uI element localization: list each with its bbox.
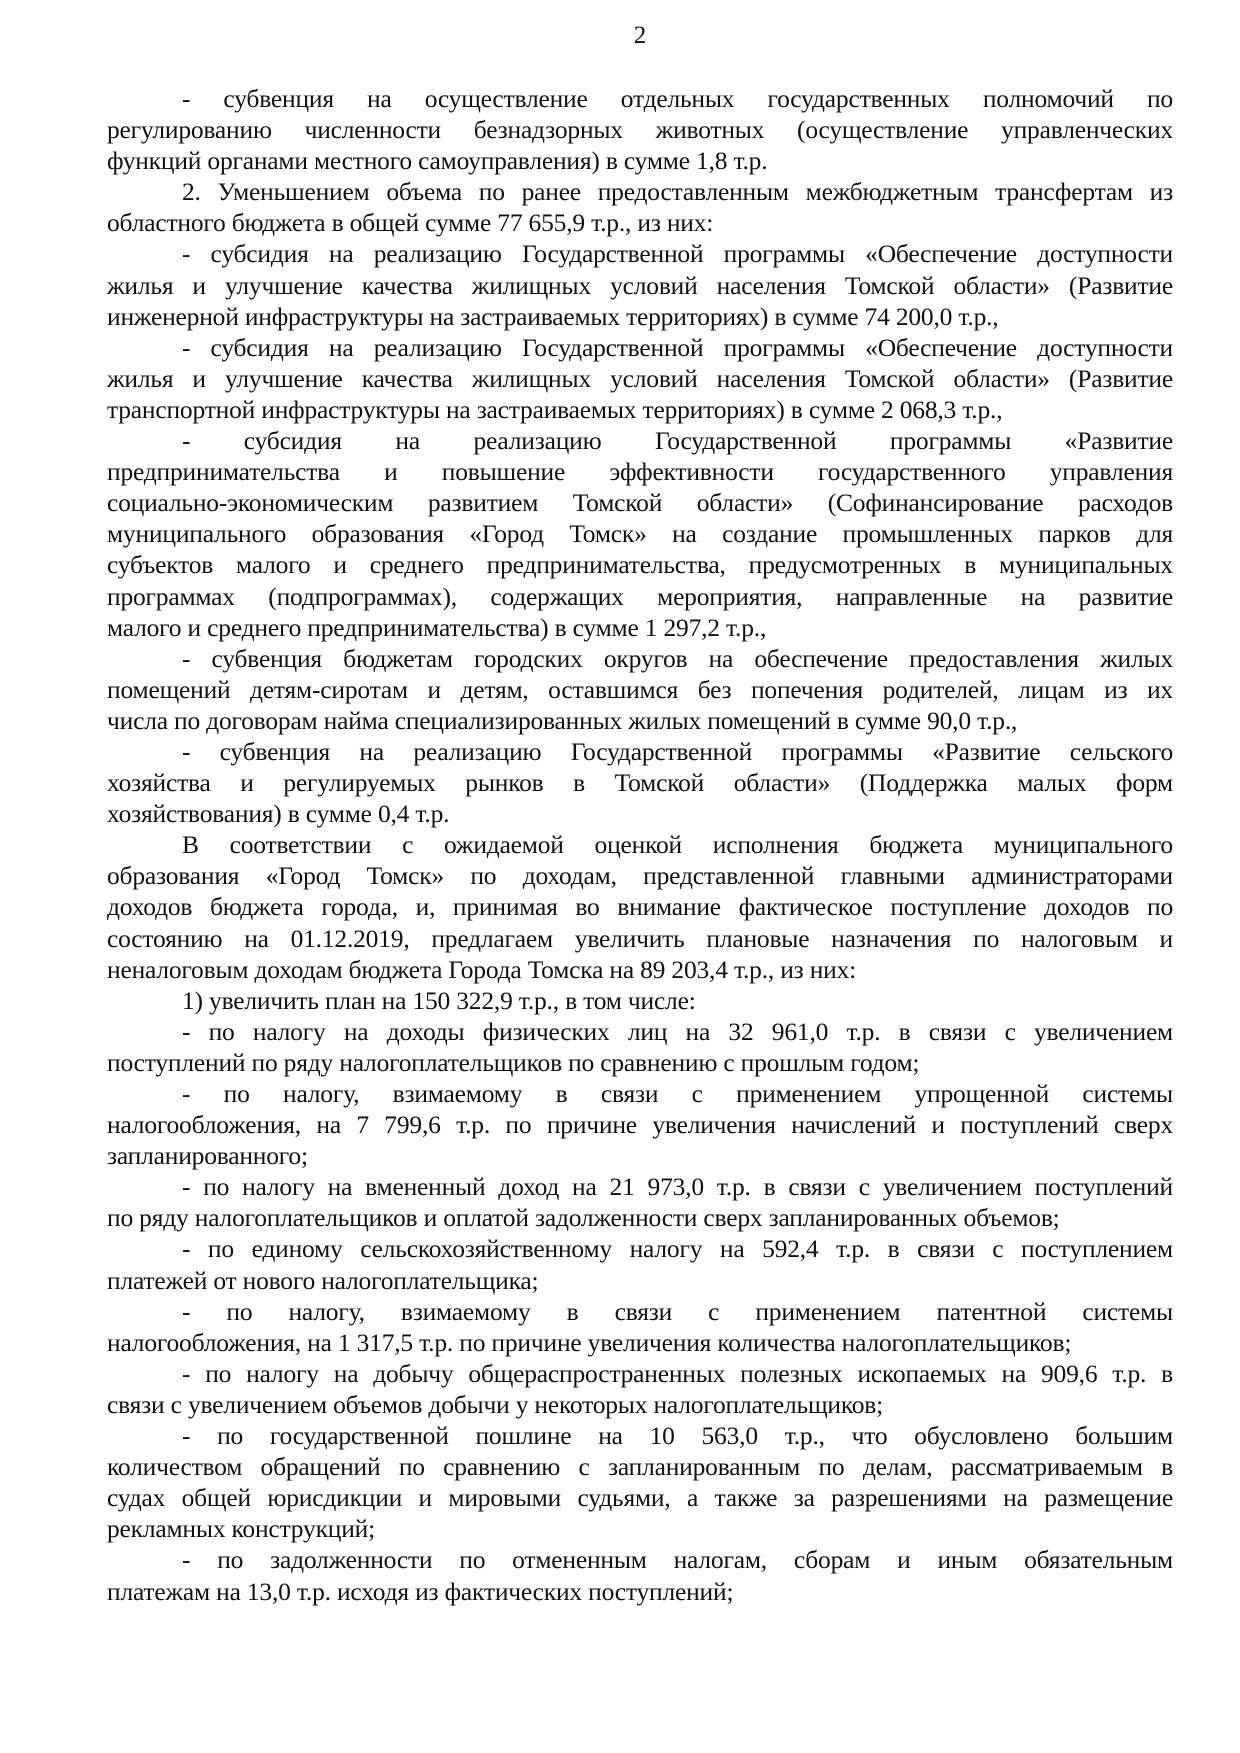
text-line: помещений детям-сиротам и детям, оставшимся без попечения родителей, лицам из их: [107, 674, 1173, 704]
text-line: судах общей юрисдикции и мировыми судьями, а также за разрешениями на размещение: [107, 1483, 1173, 1513]
text-line: числа по договорам найма специализированных жилых помещений в сумме 90,0 т.р.,: [107, 705, 1018, 735]
text-line: доходов бюджета города, и, принимая во внимание фактическое поступление доходов по: [107, 892, 1173, 922]
text-line: налогообложения, на 7 799,6 т.р. по причине увеличения начислений и поступлений сверх: [107, 1110, 1173, 1140]
text-line: хозяйствования) в сумме 0,4 т.р.: [107, 799, 450, 829]
paragraph: [107, 985, 1173, 1016]
text-line: - субвенция на осуществление отдельных государственных полномочий по: [182, 84, 1173, 113]
text-line: - по задолженности по отмененным налогам, сборам и иным обязательным: [182, 1545, 1173, 1575]
paragraph: [107, 643, 1173, 736]
text-line: платежам на 13,0 т.р. исходя из фактических поступлений;: [107, 1576, 734, 1606]
text-line: - субсидия на реализацию Государственной программы «Обеспечение доступности: [182, 239, 1173, 269]
paragraph: [107, 829, 1173, 984]
paragraph: [107, 1171, 1173, 1233]
text-line: рекламных конструкций;: [107, 1514, 375, 1544]
text-line: неналоговым доходам бюджета Города Томска на 89 203,4 т.р., из них:: [107, 954, 857, 984]
paragraph: [107, 1544, 1173, 1606]
text-line: 2. Уменьшением объема по ранее предоставленным межбюджетным трансфертам из: [182, 177, 1173, 207]
text-line: субъектов малого и среднего предпринимательства, предусмотренных в муниципальных: [107, 550, 1173, 580]
text-line: по ряду налогоплательщиков и оплатой задолженности сверх запланированных объемов;: [107, 1203, 1060, 1233]
text-line: - по налогу на вмененный доход на 21 973,0 т.р. в связи с увеличением поступлений: [182, 1172, 1173, 1202]
text-line: связи с увеличением объемов добычи у некоторых налогоплательщиков;: [107, 1389, 884, 1419]
paragraph: [107, 1078, 1173, 1171]
text-line: - субсидия на реализацию Государственной программы «Обеспечение доступности: [182, 332, 1173, 362]
text-line: - по налогу на доходы физических лиц на 32 961,0 т.р. в связи с увеличением: [182, 1016, 1173, 1046]
text-line: областного бюджета в общей сумме 77 655,9 т.р., из них:: [107, 208, 714, 238]
text-line: муниципального образования «Город Томск» на создание промышленных парков для: [107, 519, 1173, 549]
paragraph: [107, 1358, 1173, 1420]
text-line: - по единому сельскохозяйственному налогу на 592,4 т.р. в связи с поступлением: [182, 1234, 1173, 1264]
text-line: предпринимательства и повышение эффективности государственного управления: [107, 457, 1173, 487]
text-line: В соответствии с ожидаемой оценкой исполнения бюджета муниципального: [182, 830, 1173, 860]
text-line: - субвенция на реализацию Государственной программы «Развитие сельского: [182, 736, 1173, 766]
text-line: 1) увеличить план на 150 322,9 т.р., в том числе:: [182, 985, 696, 1015]
text-line: малого и среднего предпринимательства) в сумме 1 297,2 т.р.,: [107, 612, 767, 642]
text-line: регулированию численности безнадзорных животных (осуществление управленческих: [107, 115, 1173, 145]
text-line: поступлений по ряду налогоплательщиков по сравнению с прошлым годом;: [107, 1047, 920, 1077]
text-line: - по государственной пошлине на 10 563,0 т.р., что обусловлено большим: [182, 1421, 1173, 1451]
document-body: [107, 83, 1173, 1607]
text-line: инженерной инфраструктуры на застраиваемых территориях) в сумме 74 200,0 т.р.,: [107, 301, 999, 331]
text-line: транспортной инфраструктуры на застраиваемых территориях) в сумме 2 068,3 т.р.,: [107, 394, 1003, 424]
text-line: платежей от нового налогоплательщика;: [107, 1265, 539, 1295]
paragraph: [107, 83, 1173, 176]
text-line: образования «Город Томск» по доходам, представленной главными администраторами: [107, 861, 1173, 891]
text-line: - по налогу, взимаемому в связи с применением упрощенной системы: [182, 1079, 1173, 1108]
text-line: функций органами местного самоуправления) в сумме 1,8 т.р.: [107, 146, 768, 176]
text-line: жилья и улучшение качества жилищных условий населения Томской области» (Развитие: [107, 270, 1173, 300]
paragraph: [107, 176, 1173, 238]
paragraph: [107, 1420, 1173, 1544]
paragraph: [107, 425, 1173, 643]
text-line: программах (подпрограммах), содержащих мероприятия, направленные на развитие: [107, 581, 1173, 611]
text-line: хозяйства и регулируемых рынков в Томской области» (Поддержка малых форм: [107, 768, 1173, 798]
page-number: 2: [633, 22, 647, 49]
paragraph: [107, 238, 1173, 331]
text-line: запланированного;: [107, 1141, 308, 1171]
text-line: состоянию на 01.12.2019, предлагаем увеличить плановые назначения по налоговым и: [107, 923, 1173, 953]
paragraph: [107, 1233, 1173, 1295]
text-line: жилья и улучшение качества жилищных условий населения Томской области» (Развитие: [107, 363, 1173, 393]
text-line: - по налогу, взимаемому в связи с применением патентной системы: [182, 1296, 1173, 1326]
text-line: количеством обращений по сравнению с запланированным по делам, рассматриваемым в: [107, 1452, 1173, 1482]
text-line: - субсидия на реализацию Государственной программы «Развитие: [182, 426, 1173, 456]
paragraph: [107, 1296, 1173, 1358]
text-line: социально-экономическим развитием Томской области» (Софинансирование расходов: [107, 488, 1173, 518]
paragraph: [107, 332, 1173, 425]
paragraph: [107, 736, 1173, 829]
text-line: - субвенция бюджетам городских округов на обеспечение предоставления жилых: [182, 643, 1173, 673]
text-line: налогообложения, на 1 317,5 т.р. по причине увеличения количества налогоплательщиков;: [107, 1327, 1072, 1357]
paragraph: [107, 1016, 1173, 1078]
text-line: - по налогу на добычу общераспространенных полезных ископаемых на 909,6 т.р. в: [182, 1358, 1173, 1388]
